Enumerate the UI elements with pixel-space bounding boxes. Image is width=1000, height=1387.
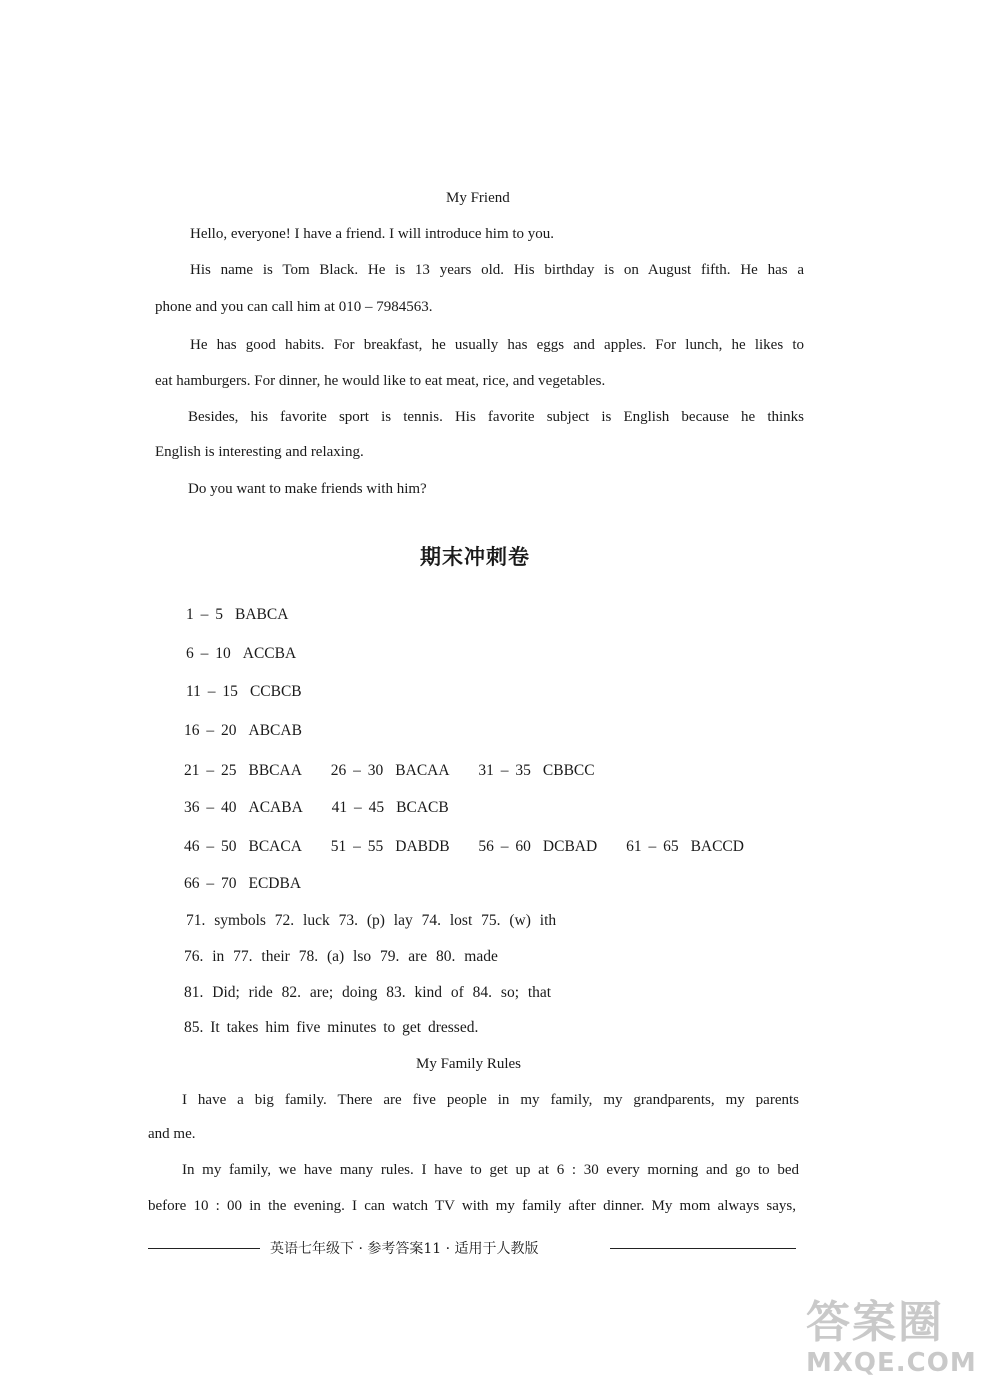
answer-letters: CCBCB xyxy=(249,683,302,700)
fill-answer-line: 76. in 77. their 78. (a) lso 79. are 80. made xyxy=(184,948,498,965)
footer-rule-left xyxy=(148,1248,260,1249)
essay-line: and me. xyxy=(148,1126,196,1142)
essay-line: Do you want to make friends with him? xyxy=(188,481,427,497)
answer-letters: BABCA xyxy=(235,606,289,623)
answer-row xyxy=(184,838,744,856)
site-watermark xyxy=(806,1297,986,1379)
answer-range: 16 – 20 xyxy=(184,722,237,739)
answer-letters: ACCBA xyxy=(242,645,297,662)
answer-range: 31 – 35 xyxy=(478,762,531,779)
answer-range: 11 – 15 xyxy=(186,683,238,700)
answer-letters: BACAA xyxy=(395,762,450,779)
watermark-url: MXQE.COM xyxy=(806,1348,977,1378)
answer-letters: ABCAB xyxy=(248,722,302,739)
answer-row xyxy=(184,875,301,893)
answer-letters: DABDB xyxy=(395,838,450,855)
answer-range: 66 – 70 xyxy=(184,875,237,892)
answer-row xyxy=(184,799,449,817)
essay-line: He has good habits. For breakfast, he usually has eggs and apples. For lunch, he likes to xyxy=(190,337,804,353)
answer-row xyxy=(186,645,296,663)
answer-letters: ACABA xyxy=(248,799,303,816)
essay-line: His name is Tom Black. He is 13 years old. His birthday is on August fifth. He has a xyxy=(190,262,804,278)
answer-row xyxy=(186,606,288,624)
essay-line: In my family, we have many rules. I have to get up at 6 : 30 every morning and go to bed xyxy=(182,1162,799,1178)
fill-answer-line: 81. Did; ride 82. are; doing 83. kind of 84. so; that xyxy=(184,984,552,1001)
answer-letters: BCACB xyxy=(396,799,449,816)
answer-letters: BBCAA xyxy=(248,762,302,779)
essay-line: eat hamburgers. For dinner, he would like to eat meat, rice, and vegetables. xyxy=(155,373,606,389)
answer-range: 6 – 10 xyxy=(186,645,231,662)
answer-row xyxy=(184,762,595,780)
essay-line: I have a big family. There are five people in my family, my grandparents, my parents xyxy=(182,1092,799,1108)
footer-rule-right xyxy=(610,1248,796,1249)
essay-line: before 10 : 00 in the evening. I can watch TV with my family after dinner. My mom always says, xyxy=(148,1198,796,1214)
answer-row xyxy=(186,683,302,701)
answer-row xyxy=(184,722,302,740)
answer-range: 21 – 25 xyxy=(184,762,237,779)
essay-line: phone and you can call him at 010 – 7984563. xyxy=(155,299,433,315)
fill-answer-line: 71. symbols 72. luck 73. (p) lay 74. lost 75. (w) ith xyxy=(186,912,557,929)
answer-range: 36 – 40 xyxy=(184,799,237,816)
answer-letters: BACCD xyxy=(690,838,744,855)
watermark-logo: 答案圈 xyxy=(806,1297,944,1348)
page-footer: 英语七年级下 · 参考答案11 · 适用于人教版 xyxy=(270,1241,539,1257)
answer-range: 61 – 65 xyxy=(626,838,679,855)
answer-range: 46 – 50 xyxy=(184,838,237,855)
answer-letters: DCBAD xyxy=(542,838,598,855)
answer-range: 1 – 5 xyxy=(186,606,223,623)
fill-answer-line: 85. It takes him five minutes to get dressed. xyxy=(184,1019,479,1036)
answer-letters: CBBCC xyxy=(542,762,595,779)
answer-letters: BCACA xyxy=(248,838,302,855)
answer-letters: ECDBA xyxy=(248,875,302,892)
essay-line: English is interesting and relaxing. xyxy=(155,444,364,460)
essay-title: My Family Rules xyxy=(416,1056,522,1072)
answer-range: 26 – 30 xyxy=(330,762,384,779)
answer-range: 56 – 60 xyxy=(478,838,531,855)
answer-range: 51 – 55 xyxy=(330,838,384,855)
essay-title: My Friend xyxy=(446,190,510,206)
answer-range: 41 – 45 xyxy=(331,799,385,816)
essay-line: Hello, everyone! I have a friend. I will introduce him to you. xyxy=(190,226,555,242)
essay-line: Besides, his favorite sport is tennis. His favorite subject is English because he thinks xyxy=(188,409,804,425)
section-title: 期末冲刺卷 xyxy=(420,545,530,569)
